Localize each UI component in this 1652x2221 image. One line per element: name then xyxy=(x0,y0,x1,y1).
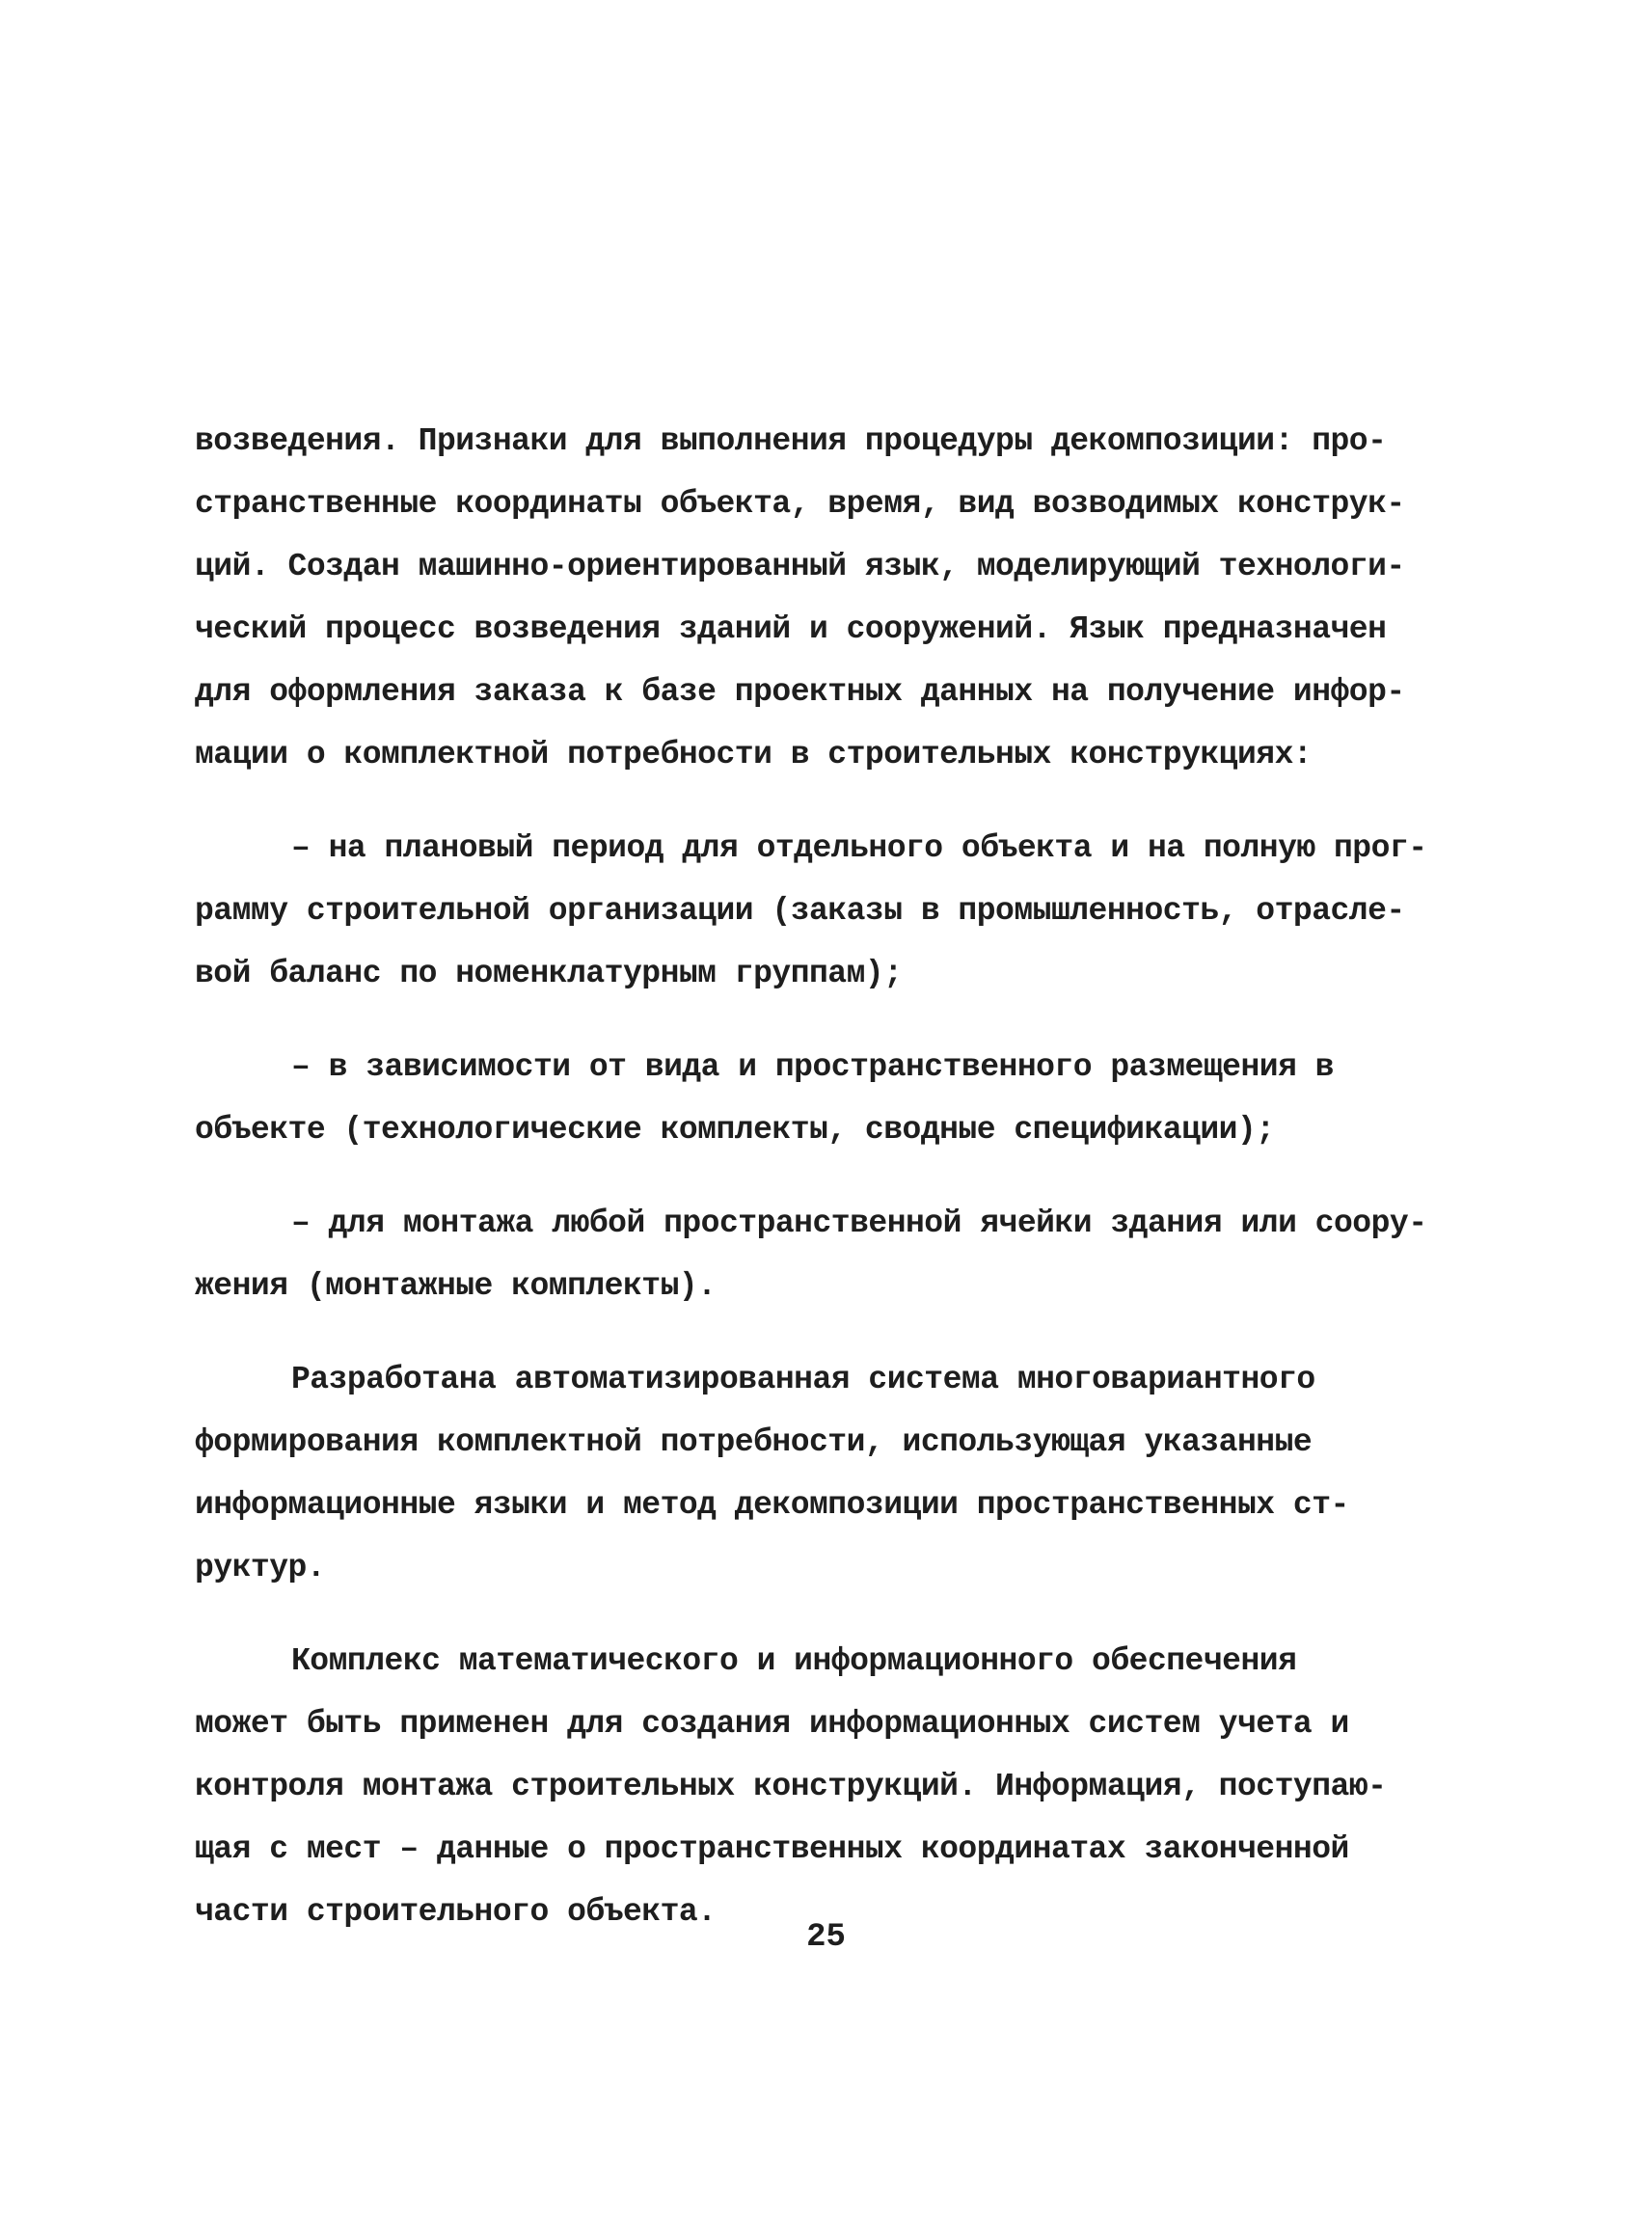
paragraph-automated-system: Разработана автоматизированная система многовариантного формирования комплектной потребности, использующая указанные информационные языки и метод декомпозиции пространственных ст- руктур. xyxy=(195,1362,1349,1585)
list-item-assembly-cell: – для монтажа любой пространственной ячейки здания или соору- жения (монтажные комплекты). xyxy=(195,1205,1427,1304)
list-item-planned-period: – на плановый период для отдельного объекта и на полную прог- рамму строительной организации (заказы в промышленность, отрасле- вой баланс по номенклатурным группам); xyxy=(195,830,1427,991)
paragraph-software-complex: Комплекс математического и информационного обеспечения может быть применен для создания информационных систем учета и контроля монтажа строительных конструкций. Информация, поступаю- щая с мест – данные о пространственных координатах законченной части строительного объекта. xyxy=(195,1643,1387,1930)
list-item-spatial-placement: – в зависимости от вида и пространственного размещения в объекте (технологические комплекты, сводные спецификации); xyxy=(195,1049,1334,1148)
paragraph-decomposition: возведения. Признаки для выполнения процедуры декомпозиции: про- странственные координаты объекта, время, вид возводимых конструк- ций. Создан машинно-ориентированный язык, моделирующий технологи- ческий процесс возведения зданий и сооружений. Язык предназначен для оформления заказа к базе проектных данных на получение инфор- мации о комплектной потребности в строительных конструкциях: xyxy=(195,423,1405,772)
body-text xyxy=(195,410,1477,1943)
page-number: 25 xyxy=(806,1919,846,1956)
